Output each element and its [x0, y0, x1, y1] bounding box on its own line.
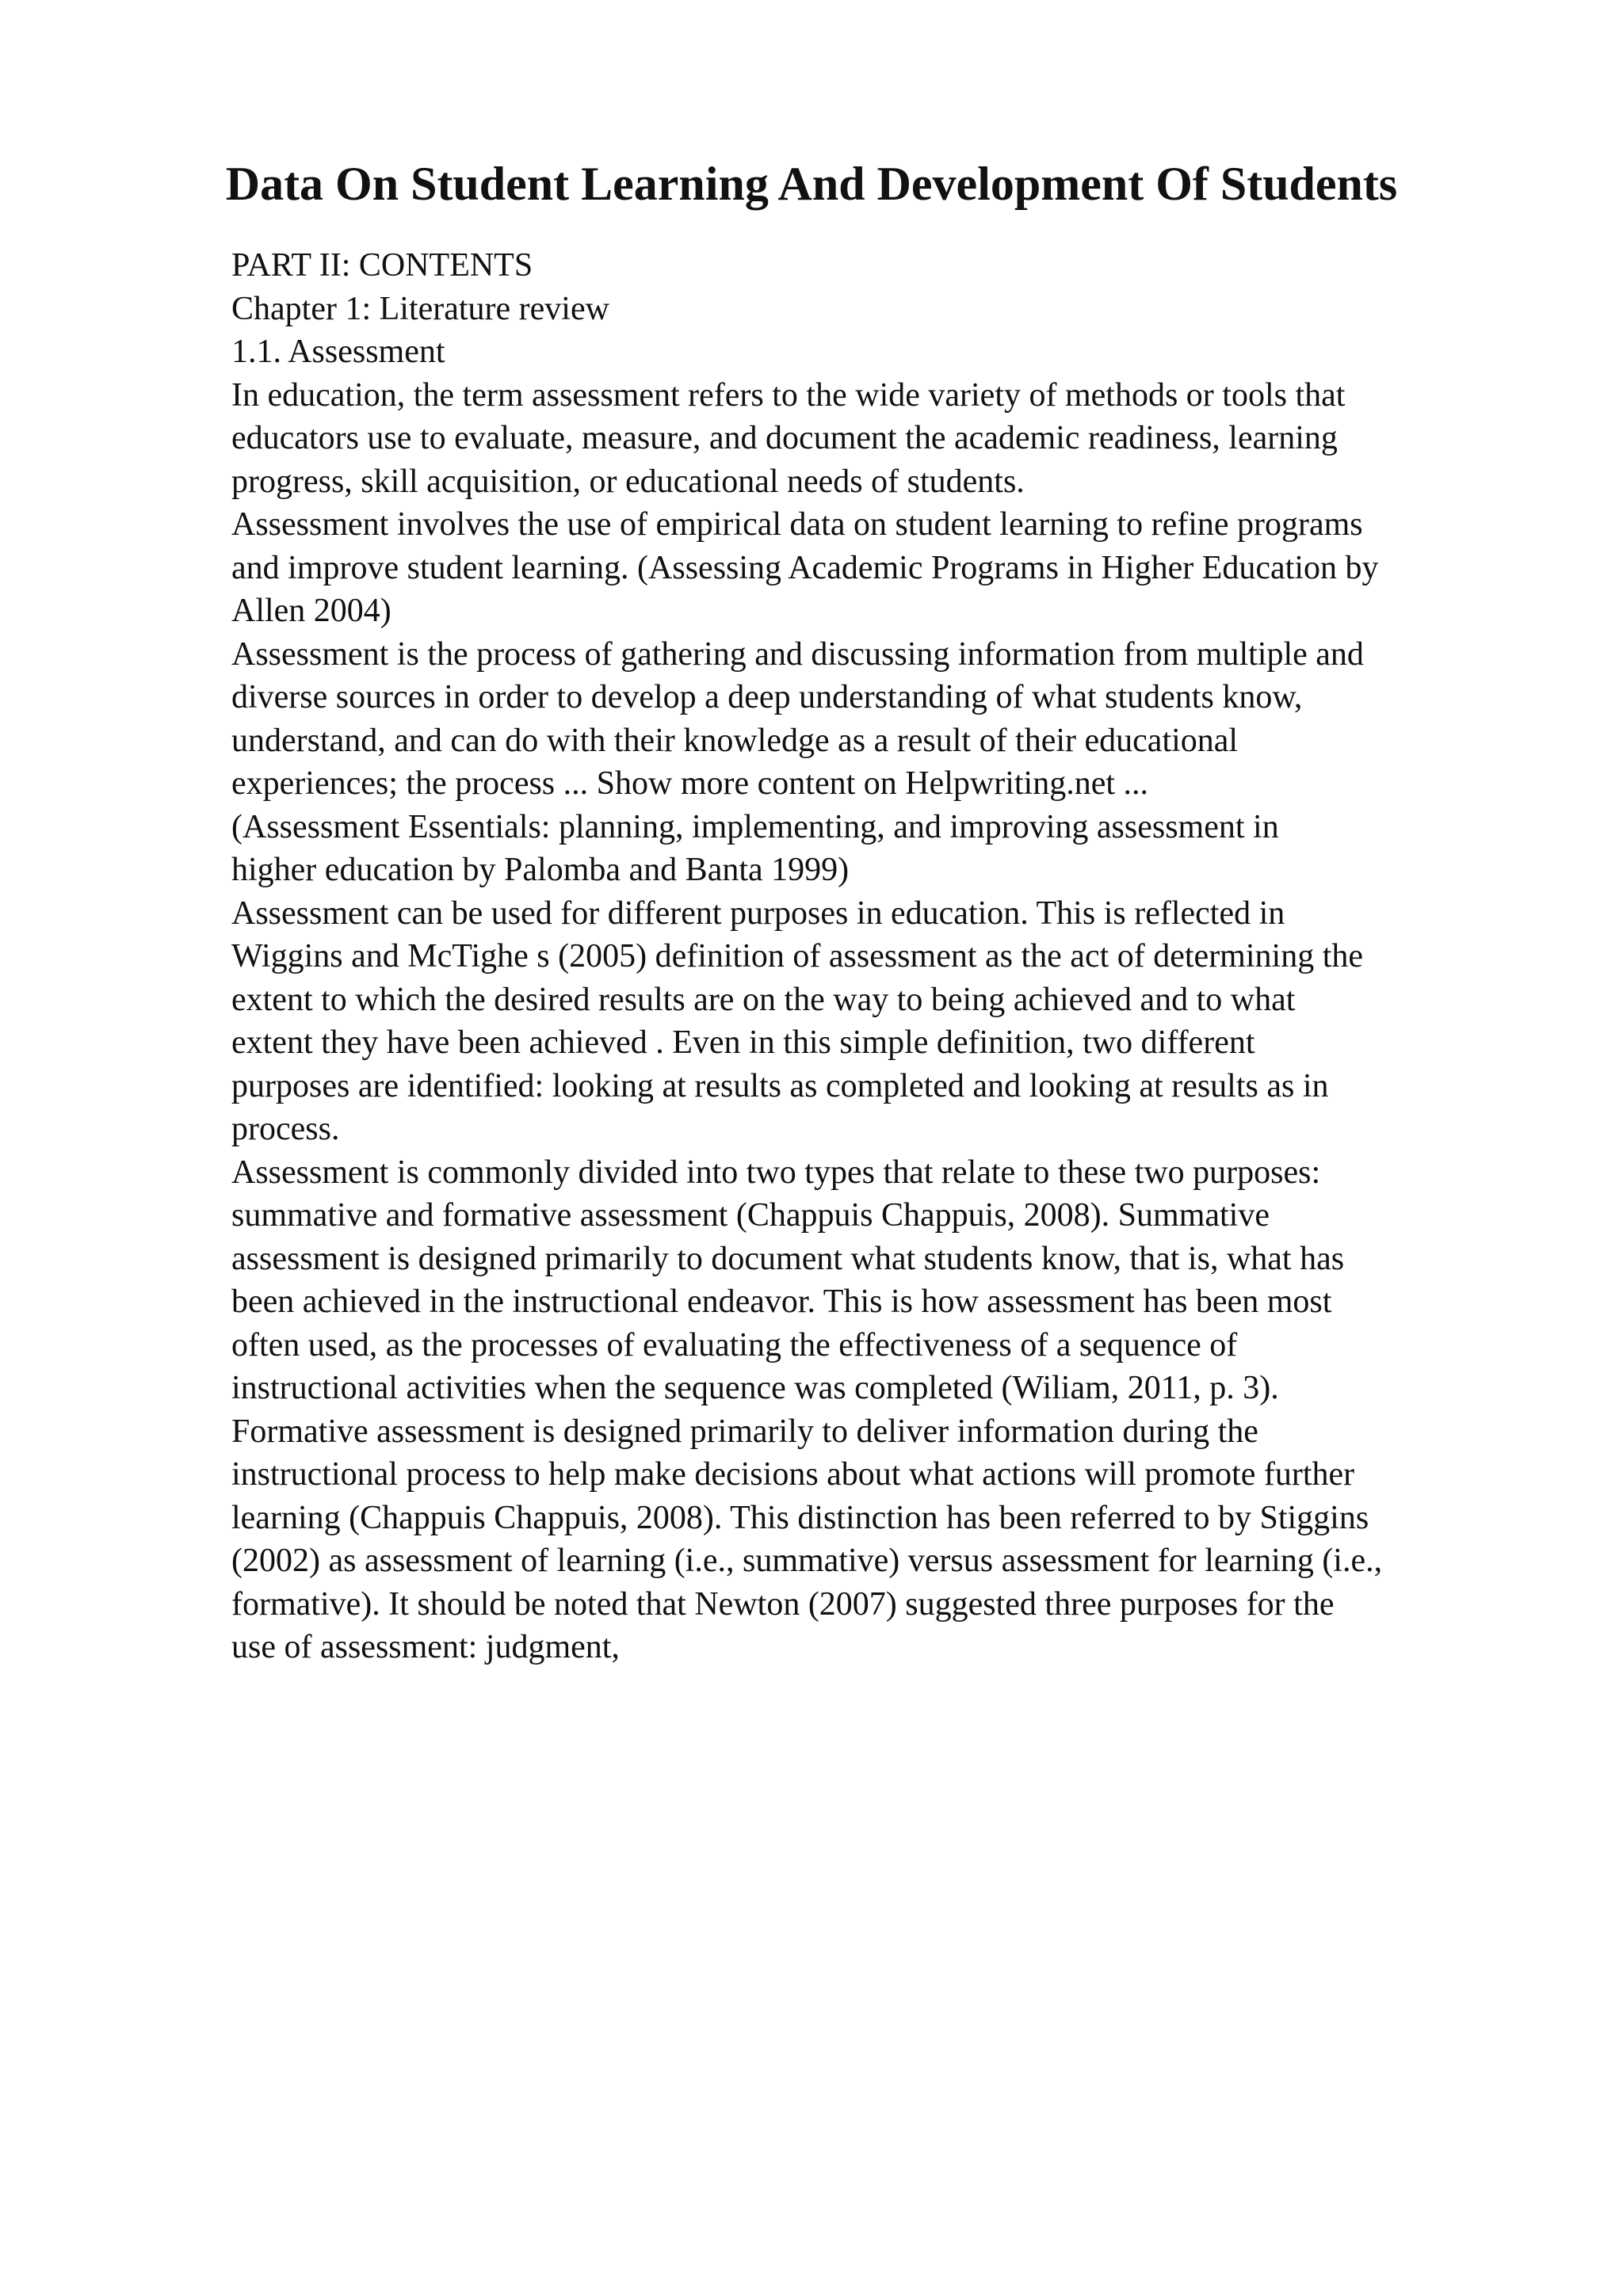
text-line: experiences; the process ... Show more content on Helpwriting.net ...: [231, 765, 1149, 802]
document-title: Data On Student Learning And Development Of Students: [225, 158, 1398, 210]
text-line: Assessment is the process of gathering and discussing information from multiple and: [231, 635, 1364, 673]
text-line: extent to which the desired results are on the way to being achieved and to what: [231, 981, 1296, 1018]
text-line: often used, as the processes of evaluating the effectiveness of a sequence of: [231, 1326, 1238, 1363]
text-line: higher education by Palomba and Banta 1999): [231, 852, 850, 888]
text-line: and improve student learning. (Assessing Academic Programs in Higher Education by: [231, 549, 1379, 586]
text-line: progress, skill acquisition, or educational needs of students.: [231, 463, 1025, 500]
text-line: process.: [231, 1111, 340, 1147]
text-line: educators use to evaluate, measure, and document the academic readiness, learning: [231, 420, 1338, 456]
text-line: extent they have been achieved . Even in this simple definition, two different: [231, 1024, 1255, 1061]
chapter-heading: Chapter 1: Literature review: [231, 290, 609, 327]
text-line: Assessment can be used for different purposes in education. This is reflected in: [231, 894, 1285, 932]
text-line: In education, the term assessment refers to the wide variety of methods or tools that: [231, 376, 1346, 414]
text-line: Assessment is commonly divided into two types that relate to these two purposes:: [231, 1154, 1321, 1191]
text-line: learning (Chappuis Chappuis, 2008). This distinction has been referred to by Stiggins: [231, 1499, 1369, 1536]
text-line: use of assessment: judgment,: [231, 1629, 620, 1665]
text-line: assessment is designed primarily to document what students know, that is, what has: [231, 1240, 1345, 1277]
section-label-part: PART II: CONTENTS: [231, 247, 533, 284]
text-line: been achieved in the instructional endeavor. This is how assessment has been most: [231, 1283, 1332, 1320]
text-line: Wiggins and McTighe s (2005) definition of assessment as the act of determining the: [231, 938, 1363, 974]
document-body: [231, 244, 1531, 1669]
text-line: understand, and can do with their knowledge as a result of their educational: [231, 722, 1239, 759]
text-line: summative and formative assessment (Chappuis Chappuis, 2008). Summative: [231, 1197, 1270, 1234]
text-line: formative). It should be noted that Newton (2007) suggested three purposes for the: [231, 1585, 1335, 1623]
text-line: purposes are identified: looking at results as completed and looking at results as in: [231, 1067, 1329, 1104]
text-line: Assessment involves the use of empirical data on student learning to refine programs: [231, 506, 1363, 543]
text-line: (Assessment Essentials: planning, implementing, and improving assessment in: [231, 808, 1279, 845]
text-line: instructional activities when the sequence was completed (Wiliam, 2011, p. 3).: [231, 1370, 1279, 1406]
text-line: Allen 2004): [231, 593, 391, 629]
text-line: Formative assessment is designed primarily to deliver information during the: [231, 1413, 1258, 1450]
text-line: (2002) as assessment of learning (i.e., summative) versus assessment for learning (i.e.,: [231, 1543, 1383, 1579]
section-heading-assessment: 1.1. Assessment: [231, 334, 445, 370]
text-line: diverse sources in order to develop a deep understanding of what students know,: [231, 679, 1303, 715]
text-line: instructional process to help make decisions about what actions will promote further: [231, 1456, 1355, 1493]
